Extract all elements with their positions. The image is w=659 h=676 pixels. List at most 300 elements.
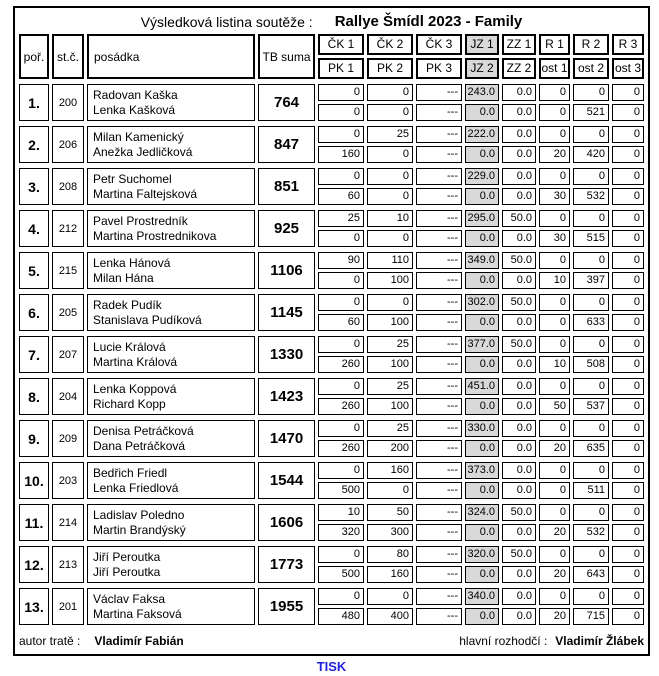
score-cell-bottom: ---: [416, 524, 462, 541]
score-col: [318, 210, 364, 247]
score-cell-bottom: 0.0: [502, 482, 536, 499]
score-col: [465, 588, 499, 625]
score-col: [539, 252, 570, 289]
header-cell-top: R 3: [612, 34, 644, 55]
score-col: [318, 588, 364, 625]
tb-suma-value: 851: [273, 178, 300, 195]
score-cell-bottom: 0: [367, 188, 413, 205]
score-col: [416, 210, 462, 247]
score-cell-bottom: 715: [573, 608, 609, 625]
crew-cell: [87, 462, 255, 499]
codriver-name: Stanislava Pudíková: [93, 312, 202, 327]
score-cell-top: 0: [612, 210, 644, 227]
score-cell-bottom: 20: [539, 524, 570, 541]
start-no-cell: [52, 168, 84, 205]
score-cell-bottom: 515: [573, 230, 609, 247]
score-cell-top: 0: [612, 378, 644, 395]
score-cell-top: 90: [318, 252, 364, 269]
score-col: [367, 504, 413, 541]
score-cell-top: 25: [367, 378, 413, 395]
score-cell-bottom: 0.0: [465, 398, 499, 415]
tb-suma-cell: [258, 546, 315, 583]
tb-suma-value: 1145: [270, 304, 303, 321]
score-header-col: [318, 34, 364, 79]
score-cell-top: 0: [573, 168, 609, 185]
pos-cell: [19, 588, 49, 625]
score-cell-top: 0.0: [502, 126, 536, 143]
event-name: Rallye Šmídl 2023 - Family: [334, 13, 523, 30]
start-no-cell: [52, 378, 84, 415]
score-cell-bottom: 0: [367, 104, 413, 121]
score-col: [465, 462, 499, 499]
score-cell-top: 0: [539, 84, 570, 101]
score-col: [465, 252, 499, 289]
score-cell-top: 0: [539, 336, 570, 353]
pos-value: 13.: [24, 598, 44, 615]
score-col: [573, 210, 609, 247]
score-cell-bottom: 0.0: [465, 272, 499, 289]
score-col: [539, 504, 570, 541]
score-col: [539, 168, 570, 205]
score-cell-bottom: 60: [318, 188, 364, 205]
score-cell-top: 10: [318, 504, 364, 521]
start-no-value: 200: [58, 96, 78, 109]
score-cell-top: 0: [318, 126, 364, 143]
score-cell-top: 330.0: [465, 420, 499, 437]
score-cell-bottom: 0.0: [502, 272, 536, 289]
driver-name: Petr Suchomel: [93, 171, 172, 186]
table-row: [19, 546, 644, 583]
tb-suma-value: 1544: [269, 472, 304, 489]
start-no-cell: [52, 588, 84, 625]
score-cell-bottom: 0: [367, 146, 413, 163]
score-cell-top: 0: [612, 504, 644, 521]
score-cell-bottom: 480: [318, 608, 364, 625]
score-col: [416, 252, 462, 289]
pos-cell: [19, 252, 49, 289]
score-cell-bottom: ---: [416, 356, 462, 373]
tb-suma-cell: [258, 378, 315, 415]
score-cell-top: 25: [367, 126, 413, 143]
score-cell-top: 80: [367, 546, 413, 563]
score-cell-top: ---: [416, 126, 462, 143]
score-cell-bottom: ---: [416, 608, 462, 625]
score-col: [539, 462, 570, 499]
pos-value: 10.: [24, 472, 44, 489]
score-cell-bottom: 0.0: [465, 146, 499, 163]
score-cell-top: 0: [318, 294, 364, 311]
score-cell-top: 0: [539, 378, 570, 395]
driver-name: Lucie Králová: [93, 339, 166, 354]
driver-name: Radovan Kaška: [93, 87, 178, 102]
score-col: [502, 210, 536, 247]
print-button[interactable]: TISK: [316, 659, 347, 674]
score-cell-top: 0: [612, 294, 644, 311]
score-cell-bottom: ---: [416, 104, 462, 121]
crew-cell: [87, 504, 255, 541]
score-cell-bottom: 0.0: [502, 356, 536, 373]
tb-suma-value: 1106: [270, 262, 303, 279]
codriver-name: Richard Kopp: [93, 396, 166, 411]
score-cell-bottom: 0: [612, 440, 644, 457]
results-sheet: [13, 6, 650, 656]
header-tb-suma: TB suma: [258, 34, 315, 79]
score-cell-top: 0: [539, 588, 570, 605]
score-col: [502, 504, 536, 541]
title-label: Výsledková listina soutěže :: [140, 13, 313, 30]
codriver-name: Martina Faltejsková: [93, 186, 198, 201]
start-no-cell: [52, 210, 84, 247]
score-cell-top: 0: [573, 294, 609, 311]
score-header-col: [416, 34, 462, 79]
score-cell-bottom: 50: [539, 398, 570, 415]
codriver-name: Martina Prostrednikova: [93, 228, 217, 243]
driver-name: Pavel Prostredník: [93, 213, 188, 228]
score-cell-top: 0: [367, 84, 413, 101]
score-col: [367, 378, 413, 415]
score-cell-bottom: 0.0: [502, 524, 536, 541]
score-col: [612, 84, 644, 121]
score-cell-bottom: 511: [573, 482, 609, 499]
score-col: [502, 252, 536, 289]
start-no-value: 215: [58, 264, 78, 277]
score-cell-bottom: 0.0: [465, 230, 499, 247]
score-col: [465, 210, 499, 247]
score-col: [573, 588, 609, 625]
score-col: [612, 588, 644, 625]
table-row: [19, 168, 644, 205]
score-cell-top: 0: [573, 504, 609, 521]
score-cell-bottom: 0.0: [465, 524, 499, 541]
score-cell-top: 50.0: [502, 504, 536, 521]
score-cell-top: 320.0: [465, 546, 499, 563]
codriver-name: Martin Brandýský: [93, 522, 186, 537]
score-header-col: [465, 34, 499, 79]
pos-cell: [19, 84, 49, 121]
score-cell-top: 0.0: [502, 84, 536, 101]
score-cell-top: ---: [416, 210, 462, 227]
score-cell-top: 0: [612, 336, 644, 353]
footer-referee: [459, 634, 644, 648]
score-col: [465, 546, 499, 583]
codriver-name: Martina Králová: [93, 354, 178, 369]
start-no-value: 214: [58, 516, 78, 529]
score-cell-top: ---: [416, 546, 462, 563]
score-cell-bottom: 260: [318, 440, 364, 457]
score-cell-bottom: 20: [539, 608, 570, 625]
score-col: [416, 294, 462, 331]
score-cell-bottom: 0: [612, 314, 644, 331]
score-col: [573, 84, 609, 121]
score-cell-top: 0: [573, 462, 609, 479]
score-cell-bottom: 508: [573, 356, 609, 373]
driver-name: Denisa Petráčková: [93, 423, 194, 438]
score-cell-top: ---: [416, 504, 462, 521]
score-col: [612, 546, 644, 583]
crew-cell: [87, 294, 255, 331]
start-no-value: 207: [58, 348, 78, 361]
score-cell-top: 295.0: [465, 210, 499, 227]
tb-suma-cell: [258, 84, 315, 121]
header-start-no: st.č.: [52, 34, 84, 79]
score-cell-top: 160: [367, 462, 413, 479]
score-cell-bottom: 20: [539, 146, 570, 163]
start-no-value: 206: [58, 138, 78, 151]
score-cell-bottom: 0: [318, 230, 364, 247]
score-cell-bottom: 0.0: [502, 230, 536, 247]
score-col: [612, 168, 644, 205]
score-col: [573, 420, 609, 457]
header-cell-top: ČK 2: [367, 34, 413, 55]
score-cell-bottom: 420: [573, 146, 609, 163]
pos-cell: [19, 378, 49, 415]
score-col: [318, 168, 364, 205]
pos-value: 12.: [24, 556, 44, 573]
score-cell-bottom: 0: [539, 482, 570, 499]
score-cell-top: 0: [612, 420, 644, 437]
score-cell-top: 25: [367, 420, 413, 437]
codriver-name: Lenka Friedlová: [93, 480, 179, 495]
score-cell-bottom: 0: [367, 482, 413, 499]
score-cell-top: 10: [367, 210, 413, 227]
table-row: [19, 378, 644, 415]
tb-suma-cell: [258, 504, 315, 541]
start-no-cell: [52, 504, 84, 541]
score-col: [367, 126, 413, 163]
score-cell-bottom: 0: [612, 104, 644, 121]
score-col: [573, 336, 609, 373]
score-cell-bottom: 100: [367, 398, 413, 415]
pos-value: 3.: [28, 178, 40, 195]
score-cell-top: ---: [416, 84, 462, 101]
header-crew: posádka: [87, 34, 255, 79]
score-cell-top: 0: [573, 420, 609, 437]
score-col: [465, 168, 499, 205]
tb-suma-cell: [258, 168, 315, 205]
score-cell-bottom: 0.0: [502, 314, 536, 331]
score-col: [612, 252, 644, 289]
score-col: [612, 294, 644, 331]
score-cell-top: 377.0: [465, 336, 499, 353]
driver-name: Jiří Peroutka: [93, 549, 161, 564]
tb-suma-cell: [258, 462, 315, 499]
score-cell-bottom: 0.0: [465, 104, 499, 121]
score-cell-bottom: 0.0: [502, 398, 536, 415]
score-cell-top: 0: [612, 588, 644, 605]
score-cell-bottom: 200: [367, 440, 413, 457]
codriver-name: Jiří Peroutka: [93, 564, 161, 579]
score-cell-bottom: 0: [612, 398, 644, 415]
score-cell-top: 0: [573, 588, 609, 605]
score-cell-top: ---: [416, 294, 462, 311]
score-cell-bottom: ---: [416, 398, 462, 415]
tb-suma-value: 764: [273, 94, 300, 111]
score-cell-bottom: 635: [573, 440, 609, 457]
score-cell-bottom: 500: [318, 566, 364, 583]
score-cell-top: 0: [612, 462, 644, 479]
score-col: [539, 588, 570, 625]
score-cell-bottom: ---: [416, 230, 462, 247]
score-col: [416, 546, 462, 583]
tb-suma-cell: [258, 294, 315, 331]
score-cell-bottom: 532: [573, 188, 609, 205]
score-col: [465, 378, 499, 415]
score-cell-bottom: 0: [612, 482, 644, 499]
driver-name: Lenka Hánová: [93, 255, 171, 270]
score-col: [539, 84, 570, 121]
tb-suma-value: 1955: [269, 598, 304, 615]
score-cell-top: 0: [612, 84, 644, 101]
score-cell-bottom: 397: [573, 272, 609, 289]
crew-cell: [87, 336, 255, 373]
score-col: [318, 420, 364, 457]
pos-cell: [19, 462, 49, 499]
pos-cell: [19, 210, 49, 247]
codriver-name: Martina Faksová: [93, 606, 182, 621]
score-cell-top: 0: [318, 420, 364, 437]
score-col: [416, 336, 462, 373]
crew-cell: [87, 126, 255, 163]
tb-suma-value: 1470: [269, 430, 304, 447]
score-col: [502, 378, 536, 415]
score-col: [318, 504, 364, 541]
score-cell-top: 0: [573, 210, 609, 227]
score-cell-top: 0: [539, 462, 570, 479]
tb-suma-cell: [258, 210, 315, 247]
tb-suma-cell: [258, 252, 315, 289]
header-cell-bottom: PK 3: [416, 58, 462, 79]
start-no-value: 212: [58, 222, 78, 235]
score-cell-bottom: 0.0: [502, 104, 536, 121]
table-row: [19, 294, 644, 331]
score-header-col: [539, 34, 570, 79]
tb-suma-value: 847: [273, 136, 300, 153]
pos-cell: [19, 546, 49, 583]
tb-suma-value: 925: [273, 220, 300, 237]
score-col: [416, 84, 462, 121]
score-cell-bottom: 0: [539, 314, 570, 331]
pos-value: 8.: [28, 388, 40, 405]
score-col: [367, 168, 413, 205]
score-cell-bottom: 0: [318, 104, 364, 121]
score-col: [502, 420, 536, 457]
score-col: [539, 210, 570, 247]
score-col: [318, 546, 364, 583]
score-cell-bottom: 0.0: [465, 608, 499, 625]
score-cell-top: 0: [367, 588, 413, 605]
tb-suma-value: 1773: [269, 556, 304, 573]
score-cell-bottom: 537: [573, 398, 609, 415]
score-col: [465, 504, 499, 541]
score-cell-bottom: 20: [539, 566, 570, 583]
score-col: [318, 378, 364, 415]
score-cell-top: 50.0: [502, 336, 536, 353]
score-cell-bottom: 260: [318, 356, 364, 373]
header-cell-top: R 2: [573, 34, 609, 55]
score-col: [539, 336, 570, 373]
score-cell-top: 0: [539, 294, 570, 311]
start-no-value: 205: [58, 306, 78, 319]
header-cell-bottom: ost 2: [573, 58, 609, 79]
score-col: [416, 588, 462, 625]
crew-cell: [87, 252, 255, 289]
score-col: [367, 546, 413, 583]
score-cell-top: 0: [612, 546, 644, 563]
score-cell-bottom: 300: [367, 524, 413, 541]
score-col: [573, 378, 609, 415]
score-cell-bottom: 30: [539, 188, 570, 205]
author-name: Vladimír Fabián: [94, 634, 184, 648]
codriver-name: Anežka Jedličková: [93, 144, 193, 159]
score-col: [416, 462, 462, 499]
score-col: [318, 462, 364, 499]
score-cell-bottom: 0.0: [465, 482, 499, 499]
score-header-col: [573, 34, 609, 79]
score-col: [416, 126, 462, 163]
tb-suma-cell: [258, 588, 315, 625]
score-cell-bottom: 643: [573, 566, 609, 583]
score-cell-bottom: 100: [367, 272, 413, 289]
header-cell-bottom: PK 1: [318, 58, 364, 79]
score-cell-bottom: 0.0: [502, 440, 536, 457]
score-col: [318, 252, 364, 289]
start-no-value: 209: [58, 432, 78, 445]
score-cell-bottom: 0: [318, 272, 364, 289]
score-cell-bottom: ---: [416, 188, 462, 205]
footer-author: [19, 634, 184, 648]
score-col: [465, 336, 499, 373]
score-cell-bottom: ---: [416, 146, 462, 163]
header-cell-bottom: ost 3: [612, 58, 644, 79]
score-col: [465, 294, 499, 331]
driver-name: Bedřich Friedl: [93, 465, 168, 480]
tb-suma-cell: [258, 336, 315, 373]
score-cell-top: 0: [318, 378, 364, 395]
footer-row: [19, 630, 644, 652]
score-col: [367, 420, 413, 457]
pos-value: 5.: [28, 262, 40, 279]
score-cell-top: 0: [539, 252, 570, 269]
score-cell-bottom: ---: [416, 482, 462, 499]
score-cell-bottom: 0.0: [502, 146, 536, 163]
score-cell-top: 0: [539, 504, 570, 521]
score-cell-bottom: 500: [318, 482, 364, 499]
start-no-cell: [52, 546, 84, 583]
score-cell-bottom: ---: [416, 314, 462, 331]
score-cell-bottom: 0: [367, 230, 413, 247]
score-col: [539, 294, 570, 331]
tb-suma-value: 1330: [269, 346, 304, 363]
score-cell-top: 324.0: [465, 504, 499, 521]
score-cell-bottom: 10: [539, 356, 570, 373]
score-col: [502, 168, 536, 205]
score-cell-bottom: 0: [612, 146, 644, 163]
score-cell-top: 0: [573, 546, 609, 563]
score-cell-bottom: 100: [367, 356, 413, 373]
score-col: [465, 84, 499, 121]
score-cell-top: 373.0: [465, 462, 499, 479]
table-row: [19, 462, 644, 499]
score-cell-bottom: 0: [612, 230, 644, 247]
score-cell-top: 0: [612, 252, 644, 269]
header-cell-top: R 1: [539, 34, 570, 55]
score-cell-bottom: 0.0: [502, 566, 536, 583]
score-cell-bottom: 160: [367, 566, 413, 583]
table-row: [19, 84, 644, 121]
pos-cell: [19, 168, 49, 205]
header-cell-bottom: PK 2: [367, 58, 413, 79]
score-cell-bottom: ---: [416, 272, 462, 289]
